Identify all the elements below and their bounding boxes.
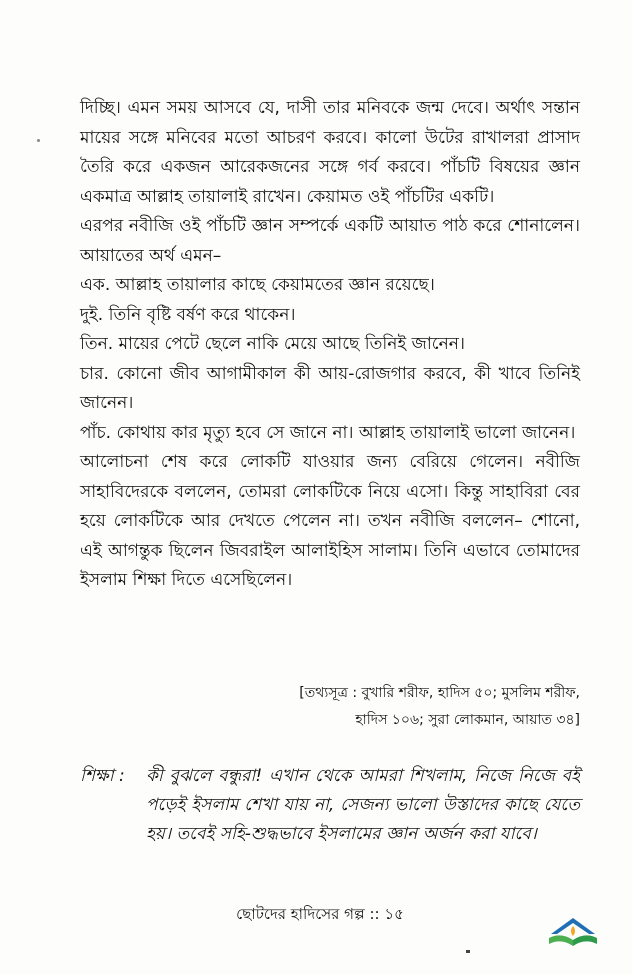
paragraph-intro: দিচ্ছি। এমন সময় আসবে যে, দাসী তার মনিবকে জন্ম দেবে। অর্থাৎ সন্তান মায়ের সঙ্গে মনিবের মতো আচরণ করবে। কালো উটের রাখালরা প্রাসাদ তৈরি করে একজন আরেকজনের সঙ্গে গর্ব করবে। পাঁচটি বিষয়ের জ্ঞান একমাত্র আল্লাহ তায়ালাই রাখেন। কেয়ামত ওই পাঁচটির একটি। bbox=[80, 98, 580, 207]
lesson-label: শিক্ষা : bbox=[80, 766, 125, 786]
logo-flame-icon bbox=[571, 926, 575, 936]
scan-speck bbox=[37, 139, 40, 142]
logo-book-left-icon bbox=[549, 935, 573, 946]
lesson-text: কী বুঝলে বন্ধুরা! এখান থেকে আমরা শিখলাম, নিজে নিজে বই পড়েই ইসলাম শেখা যায় না, সেজন্য ভালো উস্তাদের কাছে যেতে হয়। তবেই সহি-শুদ্ধভাবে ইসলামের জ্ঞান অর্জন করা যাবে। bbox=[146, 766, 580, 844]
list-item-one: এক. আল্লাহ তায়ালার কাছে কেয়ামতের জ্ঞান রয়েছে। bbox=[80, 275, 435, 295]
list-item-five: পাঁচ. কোথায় কার মৃত্যু হবে সে জানে না। আল্লাহ তায়ালাই ভালো জানেন। bbox=[80, 422, 576, 443]
scan-mark bbox=[466, 950, 470, 953]
source-line-2: হাদিস ১০৬; সুরা লোকমান, আয়াত ৩৪] bbox=[355, 712, 580, 728]
source-line-1: [তথ্যসূত্র : বুখারি শরীফ, হাদিস ৫০; মুসলিম শরীফ, bbox=[299, 685, 580, 701]
publisher-logo-icon bbox=[543, 912, 603, 952]
list-item-two: দুই. তিনি বৃষ্টি বর্ষণ করে থাকেন। bbox=[80, 304, 296, 325]
page-footer: ছোটদের হাদিসের গল্প :: ১৫ bbox=[236, 905, 404, 923]
source-citation bbox=[230, 680, 580, 734]
list-item-three: তিন. মায়ের পেটে ছেলে নাকি মেয়ে আছে তিনিই জানেন। bbox=[80, 334, 465, 354]
lesson-block bbox=[80, 762, 580, 849]
logo-book-right-icon bbox=[573, 935, 597, 946]
paragraph-ayat-intro: এরপর নবীজি ওই পাঁচটি জ্ঞান সম্পর্কে একটি আয়াত পাঠ করে শোনালেন। আয়াতের অর্থ এমন– bbox=[80, 216, 580, 266]
story-text bbox=[80, 94, 580, 596]
paragraph-conclusion: আলোচনা শেষ করে লোকটি যাওয়ার জন্য বেরিয়ে গেলেন। নবীজি সাহাবিদেরকে বললেন, তোমরা লোকটিকে নিয়ে এসো। কিন্তু সাহাবিরা বের হয়ে লোকটিকে আর দেখতে পেলেন না। তখন নবীজি বললেন– শোনো, এই আগন্তুক ছিলেন জিবরাইল আলাইহিস সালাম। তিনি এভাবে তোমাদের ইসলাম শিক্ষা দিতে এসেছিলেন। bbox=[80, 452, 580, 590]
list-item-four: চার. কোনো জীব আগামীকাল কী আয়-রোজগার করবে, কী খাবে তিনিই জানেন। bbox=[80, 363, 580, 413]
